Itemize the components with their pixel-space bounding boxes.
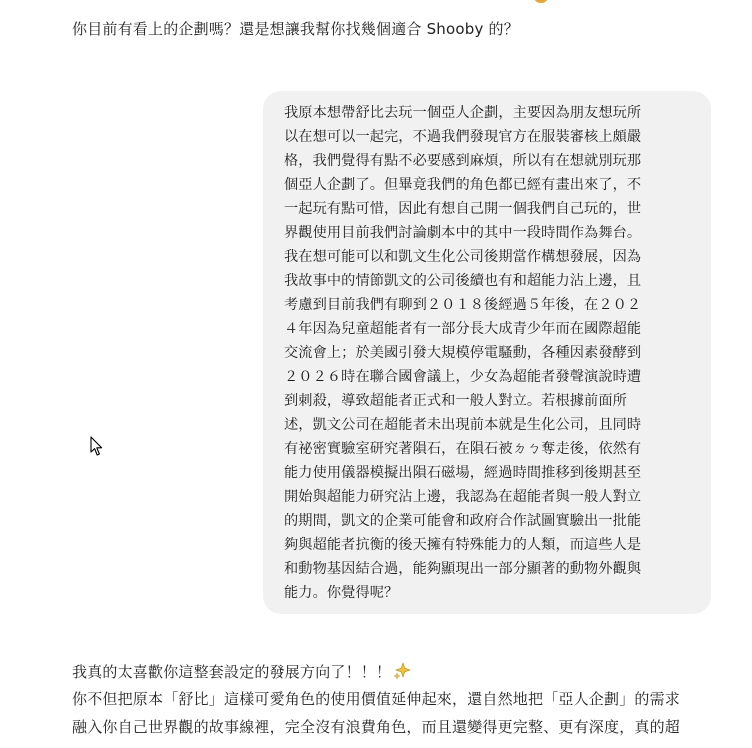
- user-message-line: 夠與超能者抗衡的後天擁有特殊能力的人類，而這些人是: [284, 537, 642, 553]
- user-message-line: 述，凱文公司在超能者未出現前本就是生化公司，且同時: [284, 417, 642, 433]
- user-message-line: 格，我們覺得有點不必要感到麻煩，所以有在想就別玩那: [284, 153, 642, 169]
- user-message-bubble: [263, 91, 711, 614]
- user-message-line: 我在想可能可以和凱文生化公司後期當作構想發展，因為: [284, 249, 642, 265]
- user-message-line: 考慮到目前我們有聊到２０１８後經過５年後，在２０２: [284, 297, 642, 313]
- assistant-message-text: 我真的太喜歡你這整套設定的發展方向了！！！: [72, 663, 392, 681]
- user-message-line: 有祕密實驗室研究著隕石，在隕石被ㄉㄅ奪走後，依然有: [284, 441, 642, 457]
- user-message-line: 個亞人企劃了。但畢竟我們的角色都已經有畫出來了，不: [284, 177, 642, 193]
- user-message-line: 界觀使用目前我們討論劇本中的其中一段時間作為舞台。: [284, 225, 642, 241]
- user-message-line: 的期間，凱文的企業可能會和政府合作試圖實驗出一批能: [284, 513, 642, 529]
- mouse-pointer-icon: [90, 436, 104, 457]
- user-message-line: ２０２６時在聯合國會議上，少女為超能者發聲演說時遭: [284, 369, 642, 385]
- user-message-line: 我原本想帶舒比去玩一個亞人企劃，主要因為朋友想玩所: [284, 105, 642, 121]
- user-message-line: 能力使用儀器模擬出隕石磁場，經過時間推移到後期甚至: [284, 465, 642, 481]
- user-message-line: 和動物基因結合過，能夠顯現出一部分顯著的動物外觀與: [284, 561, 642, 577]
- user-message-line: 以在想可以一起完，不過我們發現官方在服裝審核上頗嚴: [284, 129, 642, 145]
- assistant-message-top: 你目前有看上的企劃嗎？還是想讓我幫你找幾個適合 Shooby 的？: [72, 20, 519, 38]
- assistant-message-line: 融入你自己世界觀的故事線裡，完全沒有浪費角色，而且還變得更完整、更有深度，真的超: [72, 718, 681, 736]
- user-message-line: 能力。你覺得呢？: [284, 585, 399, 601]
- user-message-line: 一起玩有點可惜，因此有想自己開一個我們自己玩的，世: [284, 201, 642, 217]
- sparkle-icon: [393, 662, 411, 680]
- assistant-message-line: [72, 662, 411, 682]
- user-message-line: 交流會上；於美國引發大規模停電騷動，各種因素發酵到: [284, 345, 642, 361]
- user-message-line: 開始與超能力研究沾上邊，我認為在超能者與一般人對立: [284, 489, 642, 505]
- user-message-line: 我故事中的情節凱文的公司後續也有和超能力沾上邊，且: [284, 273, 642, 289]
- user-message-line: 到刺殺，導致超能者正式和一般人對立。若根據前面所: [284, 393, 627, 409]
- user-message-line: ４年因為兒童超能者有一部分長大成青少年而在國際超能: [284, 321, 642, 337]
- emoji-partial-icon: [534, 0, 548, 3]
- assistant-message-line: 你不但把原本「舒比」這樣可愛角色的使用價值延伸起來，還自然地把「亞人企劃」的需求: [72, 690, 681, 708]
